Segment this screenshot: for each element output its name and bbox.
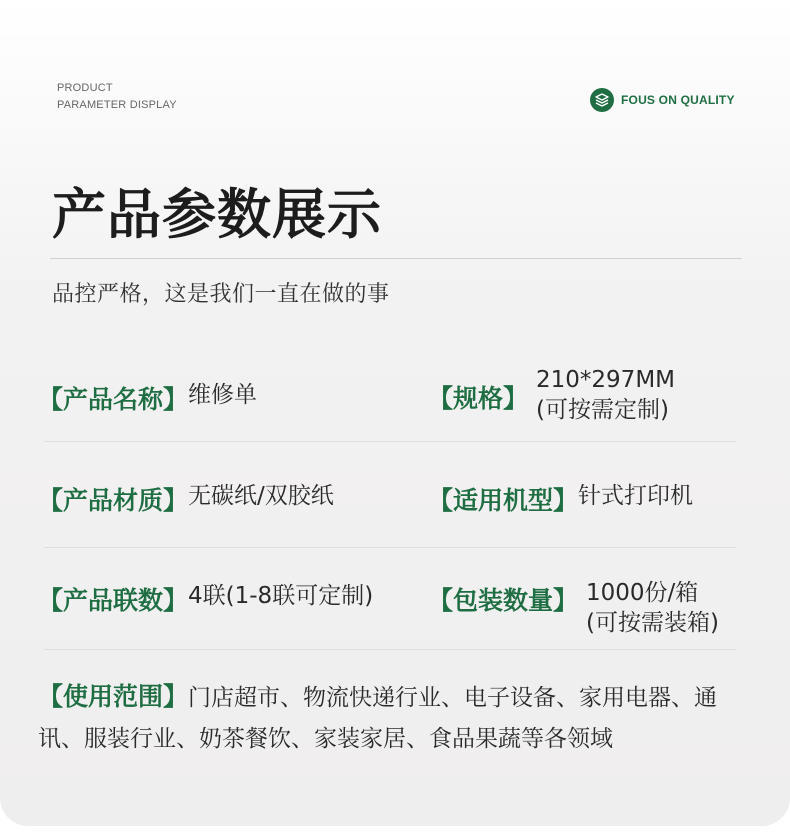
- spec-value: 门店超市、物流快递行业、电子设备、家用电器、通讯、服装行业、奶茶餐饮、家装家居、食品果蔬等各领域: [38, 685, 718, 752]
- spec-product-name: [38, 380, 257, 416]
- spec-value-line2: (可按需定制): [536, 397, 669, 423]
- quality-badge: [590, 88, 735, 112]
- spec-plies: [38, 581, 373, 617]
- spec-value-line1: 210*297MM: [536, 367, 676, 393]
- spec-label: 【产品材质】: [38, 486, 189, 515]
- row-divider: [44, 441, 736, 442]
- page-title: 产品参数展示: [52, 183, 382, 246]
- english-heading: [57, 80, 177, 114]
- spec-value: [536, 365, 675, 425]
- spec-value: 维修单: [188, 382, 258, 408]
- english-heading-line2: PARAMETER DISPLAY: [57, 99, 177, 111]
- quality-text: FOUS ON QUALITY: [621, 93, 735, 107]
- spec-packing: [428, 578, 719, 638]
- spec-value: 4联(1-8联可定制): [188, 583, 374, 609]
- page-subtitle: 品控严格，这是我们一直在做的事: [52, 282, 390, 307]
- title-divider: [50, 258, 742, 259]
- stacked-layers-icon: [590, 88, 614, 112]
- spec-value-line2: (可按需装箱): [586, 610, 719, 636]
- spec-value: 针式打印机: [578, 483, 694, 509]
- spec-value: 无碳纸/双胶纸: [188, 483, 334, 509]
- spec-value: [586, 578, 719, 638]
- spec-value-line1: 1000份/箱: [586, 580, 699, 606]
- spec-scope: [38, 676, 758, 760]
- spec-label: 【包装数量】: [428, 586, 579, 615]
- spec-label: 【规格】: [428, 384, 529, 413]
- spec-label: 【产品联数】: [38, 586, 189, 615]
- spec-label: 【产品名称】: [38, 385, 189, 414]
- spec-label: 【使用范围】: [38, 682, 189, 711]
- row-divider: [44, 649, 736, 650]
- spec-label: 【适用机型】: [428, 486, 579, 515]
- spec-material: [38, 481, 334, 517]
- english-heading-line1: PRODUCT: [57, 82, 113, 94]
- row-divider: [44, 547, 736, 548]
- spec-machine: [428, 481, 693, 517]
- spec-size: [428, 365, 675, 425]
